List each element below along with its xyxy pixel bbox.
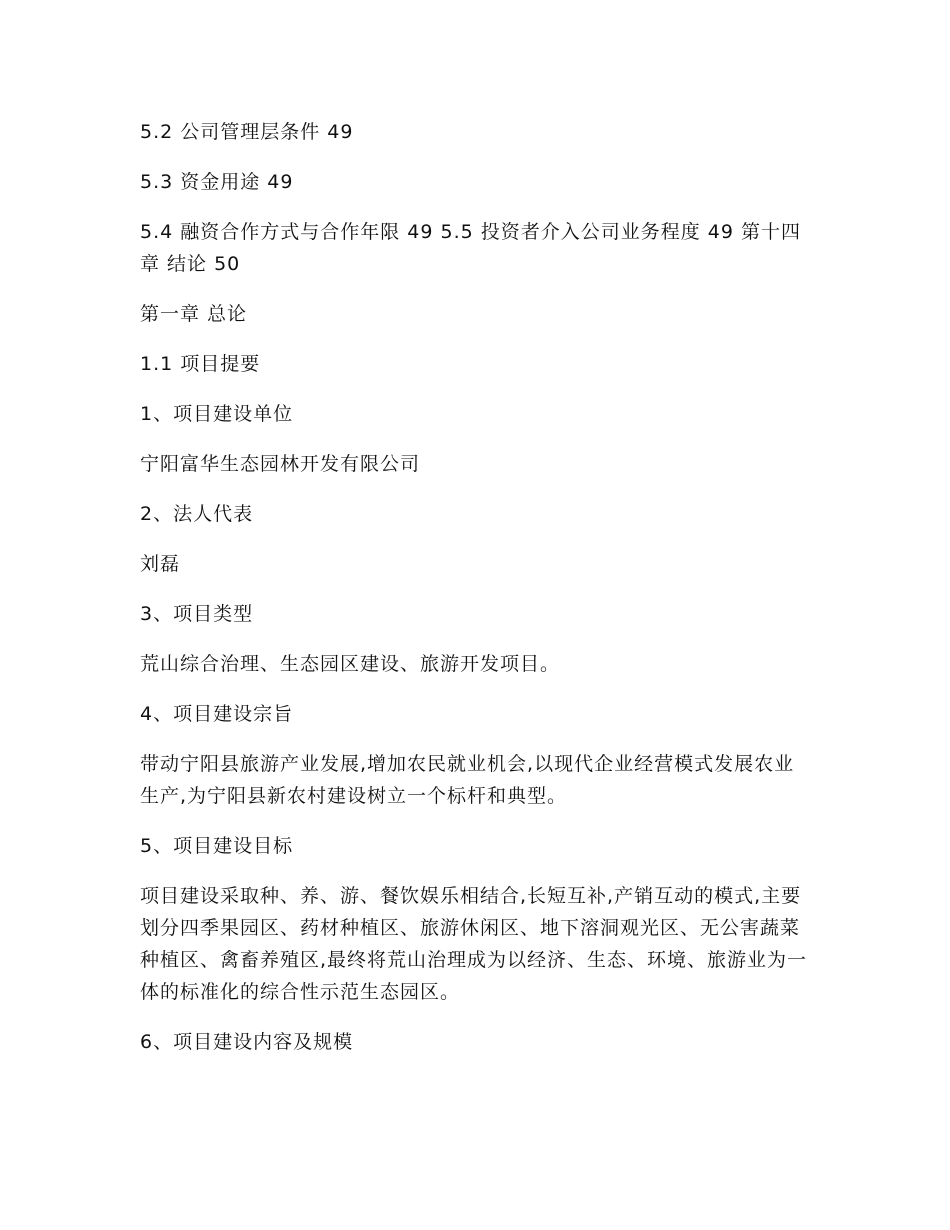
item-5-body: 项目建设采取种、养、游、餐饮娱乐相结合,长短互补,产销互动的模式,主要划分四季果园区、药材种植区、旅游休闲区、地下溶洞观光区、无公害蔬菜种植区、禽畜养殖区,最终将荒山治理成为以经济、生态、环境、旅游业为一体的标准化的综合性示范生态园区。: [140, 885, 808, 1003]
item-4-body: 带动宁阳县旅游产业发展,增加农民就业机会,以现代企业经营模式发展农业生产,为宁阳县新农村建设树立一个标杆和典型。: [140, 753, 795, 807]
item-6-heading: 6、项目建设内容及规模: [140, 1031, 354, 1053]
toc-entry-5-4-5-5-ch14: 5.4 融资合作方式与合作年限 49 5.5 投资者介入公司业务程度 49 第十四章 结论 50: [140, 221, 802, 275]
item-3-heading: 3、项目类型: [140, 603, 254, 625]
item-1-heading: 1、项目建设单位: [140, 403, 294, 425]
toc-entry-5-2: 5.2 公司管理层条件 49: [140, 121, 354, 143]
item-2-body: 刘磊: [140, 553, 181, 575]
section-1-1-heading: 1.1 项目提要: [140, 353, 261, 375]
document-page: [140, 116, 812, 1076]
chapter-1-heading: 第一章 总论: [140, 303, 248, 325]
item-4-heading: 4、项目建设宗旨: [140, 703, 294, 725]
item-2-heading: 2、法人代表: [140, 503, 254, 525]
item-5-heading: 5、项目建设目标: [140, 835, 294, 857]
item-1-body: 宁阳富华生态园林开发有限公司: [140, 453, 421, 475]
item-3-body: 荒山综合治理、生态园区建设、旅游开发项目。: [140, 653, 561, 675]
toc-entry-5-3: 5.3 资金用途 49: [140, 171, 294, 193]
